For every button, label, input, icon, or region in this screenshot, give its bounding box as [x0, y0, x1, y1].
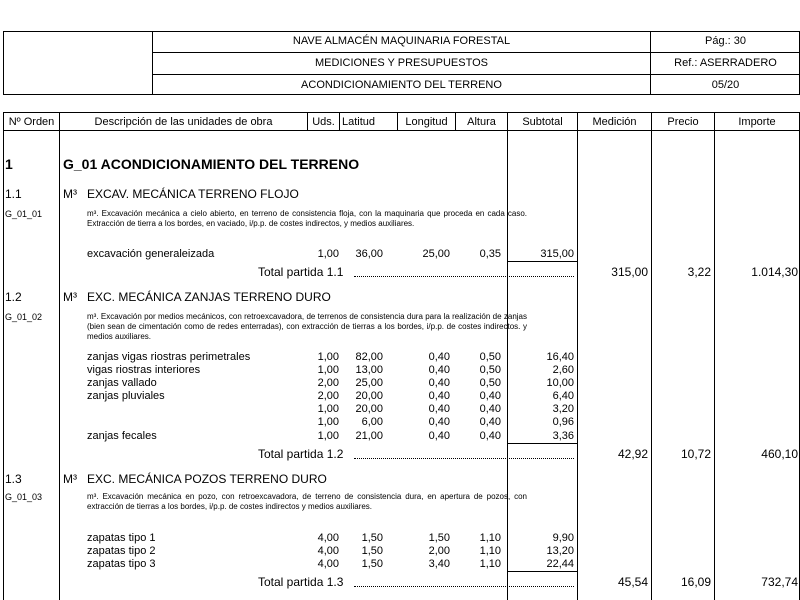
line-longitud: 0,40 [428, 377, 450, 389]
item-precio: 3,22 [687, 265, 711, 279]
line-uds: 4,00 [317, 532, 339, 544]
item-precio: 16,09 [680, 575, 711, 589]
line-longitud: 25,00 [422, 248, 450, 260]
line-label: zapatas tipo 2 [87, 545, 156, 557]
header-divider [152, 74, 800, 75]
line-label: vigas riostras interiores [87, 364, 201, 376]
line-label: zapatas tipo 1 [87, 532, 156, 544]
item-description: m³. Excavación por medios mecánicos, con retroexcavadora, de terrenos de consistencia dura para la realización de zanjas (bien sean de cimentación como de redes enterradas), con extracción de tierras a los bordes, i/p.p. de costes indirectos. y medios auxiliares. [87, 312, 527, 341]
subtotal-rule [507, 443, 577, 444]
line-subtotal: 315,00 [540, 248, 574, 260]
line-longitud: 2,00 [428, 545, 450, 557]
total-label: Total partida 1.1 [258, 265, 344, 279]
line-subtotal: 10,00 [546, 377, 574, 389]
line-subtotal: 3,36 [552, 430, 574, 442]
line-label: excavación generaleizada [87, 248, 215, 260]
col-header-importe: Importe [738, 116, 776, 128]
line-altura: 0,40 [479, 430, 501, 442]
col-header-subtotal: Subtotal [522, 116, 563, 128]
item-title: EXC. MECÁNICA POZOS TERRENO DURO [87, 472, 327, 486]
line-label: zanjas vigas riostras perimetrales [87, 351, 251, 363]
item-unit: M³ [63, 290, 77, 304]
line-subtotal: 0,96 [552, 416, 574, 428]
line-latitud: 21,00 [355, 430, 383, 442]
item-medicion: 45,54 [617, 575, 648, 589]
item-code: G_01_01 [5, 209, 43, 219]
column-line [3, 112, 4, 600]
line-altura: 0,35 [479, 248, 501, 260]
line-subtotal: 16,40 [546, 351, 574, 363]
subtotal-rule [507, 571, 577, 572]
page-number: Pág.: 30 [705, 35, 746, 47]
line-altura: 1,10 [479, 545, 501, 557]
col-header-longitud: Longitud [405, 116, 448, 128]
line-altura: 0,50 [479, 351, 501, 363]
line-uds: 1,00 [317, 248, 339, 260]
line-latitud: 13,00 [355, 364, 383, 376]
line-subtotal: 2,60 [552, 364, 574, 376]
line-subtotal: 13,20 [546, 545, 574, 557]
item-medicion: 42,92 [617, 447, 648, 461]
line-latitud: 1,50 [361, 545, 383, 557]
line-longitud: 0,40 [428, 390, 450, 402]
item-code: G_01_02 [5, 312, 43, 322]
line-longitud: 0,40 [428, 416, 450, 428]
line-latitud: 82,00 [355, 351, 383, 363]
line-altura: 1,10 [479, 558, 501, 570]
item-number: 1.2 [5, 290, 22, 304]
line-altura: 0,40 [479, 416, 501, 428]
line-altura: 0,40 [479, 403, 501, 415]
line-longitud: 0,40 [428, 364, 450, 376]
line-latitud: 6,00 [361, 416, 383, 428]
subtotal-rule [507, 261, 577, 262]
line-label: zanjas fecales [87, 430, 157, 442]
column-line [507, 112, 508, 600]
line-altura: 1,10 [479, 532, 501, 544]
item-unit: M³ [63, 472, 77, 486]
table-top-border [3, 112, 800, 113]
column-line [714, 112, 715, 600]
line-uds: 1,00 [317, 430, 339, 442]
column-line [577, 112, 578, 600]
column-line [651, 112, 652, 600]
line-latitud: 36,00 [355, 248, 383, 260]
line-latitud: 20,00 [355, 390, 383, 402]
line-label: zanjas pluviales [87, 390, 165, 402]
table-header-border [3, 130, 800, 131]
line-subtotal: 22,44 [546, 558, 574, 570]
item-importe: 732,74 [761, 575, 798, 589]
line-subtotal: 6,40 [552, 390, 574, 402]
line-uds: 2,00 [317, 390, 339, 402]
dot-leader [354, 458, 574, 459]
total-label: Total partida 1.2 [258, 447, 344, 461]
column-line [59, 112, 60, 600]
item-importe: 1.014,30 [751, 265, 798, 279]
document-date: 05/20 [711, 79, 740, 91]
line-longitud: 3,40 [428, 558, 450, 570]
line-longitud: 0,40 [428, 403, 450, 415]
item-description: m³. Excavación mecánica en pozo, con retroexcavadora, de terreno de consistencia dura, en apertura de pozos, con extracción de tierras a los bordes, i/p.p. de costes indirectos y medios auxiliares. [87, 492, 527, 511]
line-latitud: 25,00 [355, 377, 383, 389]
col-header-orden: Nº Orden [8, 116, 55, 128]
line-subtotal: 3,20 [552, 403, 574, 415]
line-longitud: 0,40 [428, 351, 450, 363]
item-number: 1.3 [5, 472, 22, 486]
dot-leader [354, 586, 574, 587]
chapter-title: G_01 ACONDICIONAMIENTO DEL TERRENO [63, 156, 360, 172]
line-uds: 4,00 [317, 558, 339, 570]
line-longitud: 1,50 [428, 532, 450, 544]
line-uds: 1,00 [317, 364, 339, 376]
reference: Ref.: ASERRADERO [674, 57, 777, 69]
item-precio: 10,72 [680, 447, 711, 461]
line-label: zapatas tipo 3 [87, 558, 156, 570]
item-code: G_01_03 [5, 492, 43, 502]
item-unit: M³ [63, 187, 77, 201]
line-uds: 1,00 [317, 351, 339, 363]
line-subtotal: 9,90 [552, 532, 574, 544]
line-altura: 0,50 [479, 377, 501, 389]
line-altura: 0,50 [479, 364, 501, 376]
line-uds: 1,00 [317, 403, 339, 415]
line-uds: 4,00 [317, 545, 339, 557]
col-header-precio: Precio [667, 116, 699, 128]
line-uds: 2,00 [317, 377, 339, 389]
line-latitud: 20,00 [355, 403, 383, 415]
col-header-altura: Altura [467, 116, 496, 128]
col-header-descripcion: Descripción de las unidades de obra [94, 116, 273, 128]
line-uds: 1,00 [317, 416, 339, 428]
item-number: 1.1 [5, 187, 22, 201]
item-title: EXCAV. MECÁNICA TERRENO FLOJO [87, 187, 299, 201]
line-altura: 0,40 [479, 390, 501, 402]
line-latitud: 1,50 [361, 558, 383, 570]
item-description: m³. Excavación mecánica a cielo abierto, en terreno de consistencia floja, con la maquinaria que proceda en cada caso. Extracción de tierra a los bordes, en vaciado, i/p.p. de costes indirectos, y medios auxiliares. [87, 209, 527, 228]
document-subtitle: MEDICIONES Y PRESUPUESTOS [315, 57, 488, 69]
line-label: zanjas vallado [87, 377, 157, 389]
total-label: Total partida 1.3 [258, 575, 344, 589]
dot-leader [354, 276, 574, 277]
col-header-latitud: Latitud [342, 116, 376, 128]
col-header-uds: Uds. [312, 116, 335, 128]
line-latitud: 1,50 [361, 532, 383, 544]
project-title: NAVE ALMACÉN MAQUINARIA FORESTAL [292, 35, 511, 47]
section-title: ACONDICIONAMIENTO DEL TERRENO [301, 79, 502, 91]
column-line [339, 112, 340, 130]
chapter-number: 1 [5, 156, 13, 172]
col-header-medicion: Medición [592, 116, 637, 128]
header-divider [152, 52, 800, 53]
item-medicion: 315,00 [611, 265, 648, 279]
line-longitud: 0,40 [428, 430, 450, 442]
item-importe: 460,10 [761, 447, 798, 461]
item-title: EXC. MECÁNICA ZANJAS TERRENO DURO [87, 290, 331, 304]
